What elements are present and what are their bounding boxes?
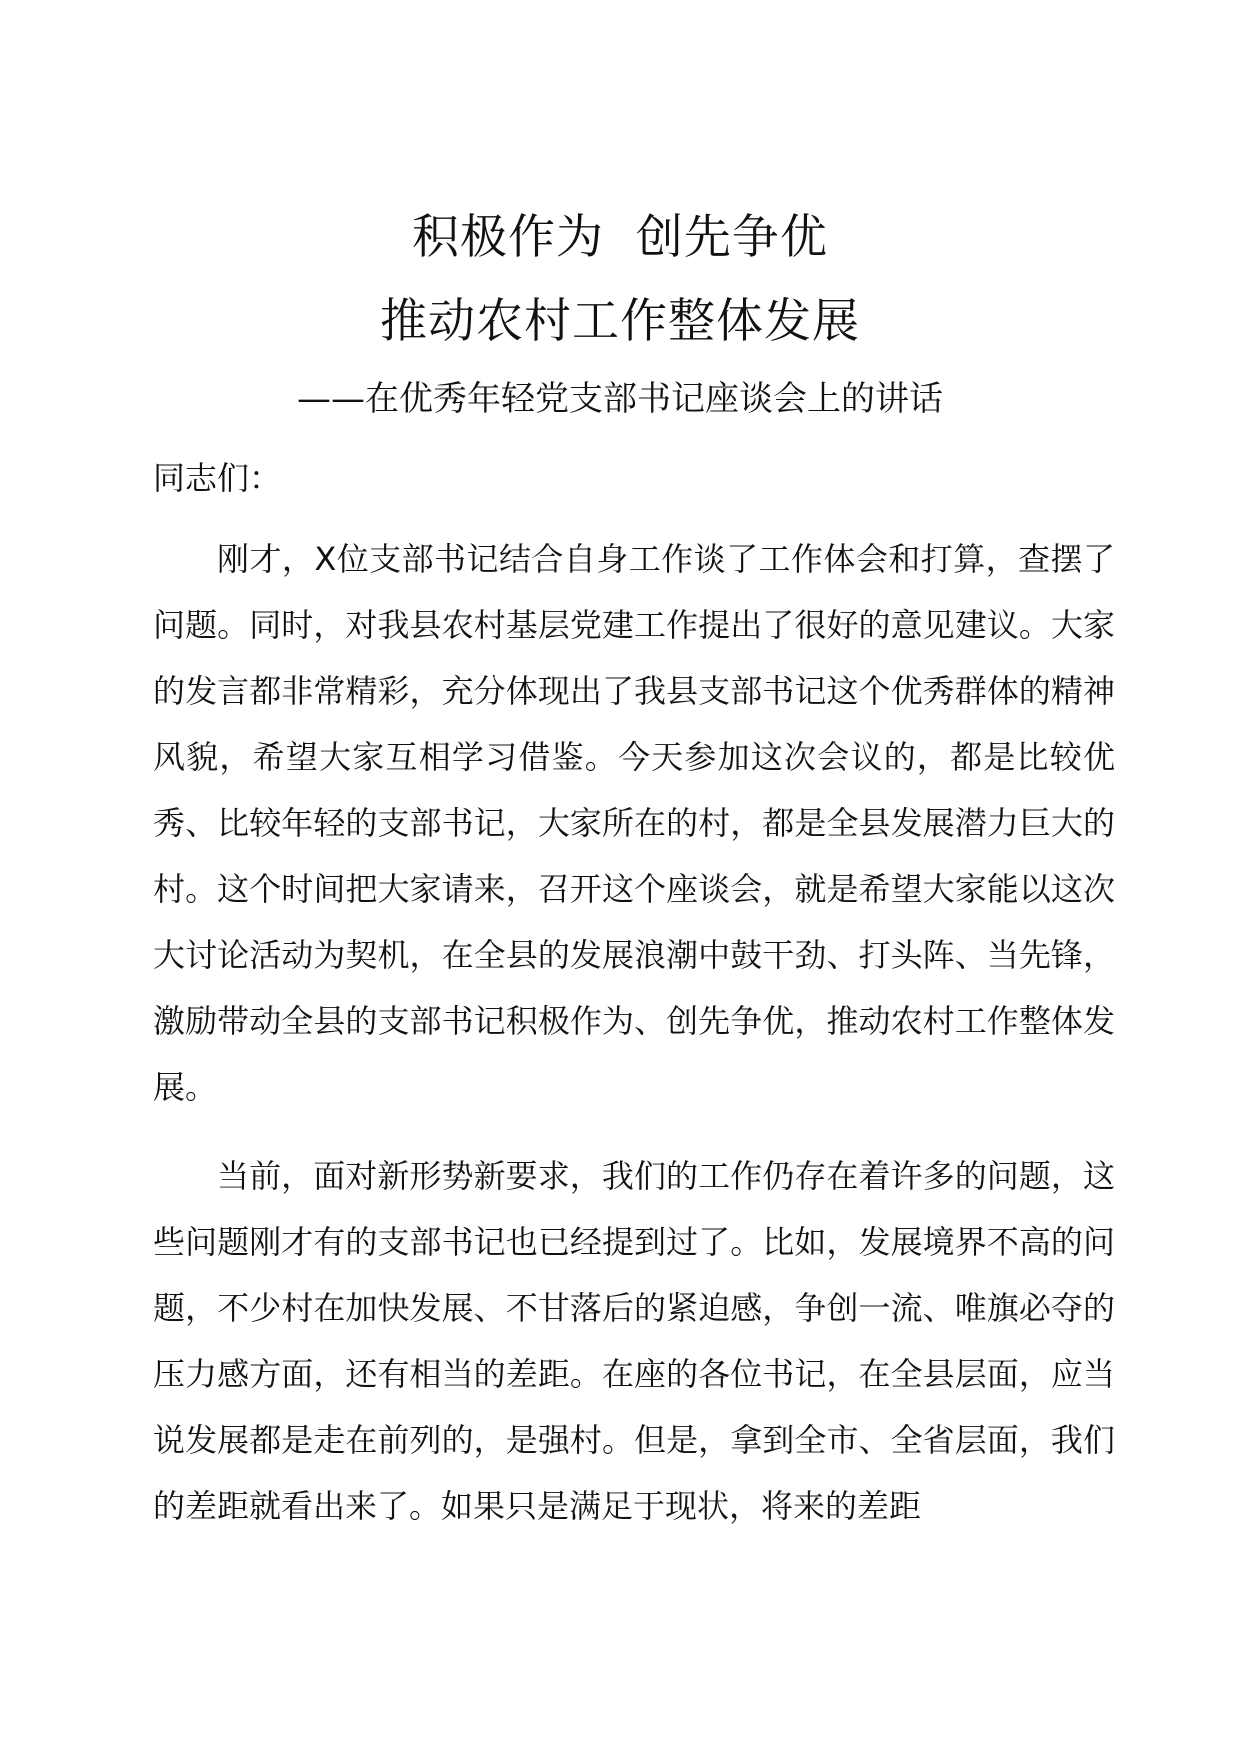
title-line-1: 积极作为 创先争优: [412, 210, 828, 265]
paragraph: 刚才，X位支部书记结合自身工作谈了工作体会和打算，查摆了问题。同时，对我县农村基层党建工作提出了很好的意见建议。大家的发言都非常精彩，充分体现出了我县支部书记这个优秀群体的精神风貌，希望大家互相学习借鉴。今天参加这次会议的，都是比较优秀、比较年轻的支部书记，大家所在的村，都是全县发展潜力巨大的村。这个时间把大家请来，召开这个座谈会，就是希望大家能以这次大讨论活动为契机，在全县的发展浪潮中鼓干劲、打头阵、当先锋，激励带动全县的支部书记积极作为、创先争优，推动农村工作整体发展。: [153, 540, 1115, 1106]
title-line-2: 推动农村工作整体发展: [380, 294, 860, 349]
paragraph: 当前，面对新形势新要求，我们的工作仍存在着许多的问题，这些问题刚才有的支部书记也已经提到过了。比如，发展境界不高的问题，不少村在加快发展、不甘落后的紧迫感，争创一流、唯旗必夺的压力感方面，还有相当的差距。在座的各位书记，在全县层面，应当说发展都是走在前列的，是强村。但是，拿到全市、全省层面，我们的差距就看出来了。如果只是满足于现状，将来的差距: [153, 1157, 1115, 1525]
salutation: 同志们：: [153, 459, 282, 497]
subtitle: ——在优秀年轻党支部书记座谈会上的讲话: [297, 379, 943, 419]
